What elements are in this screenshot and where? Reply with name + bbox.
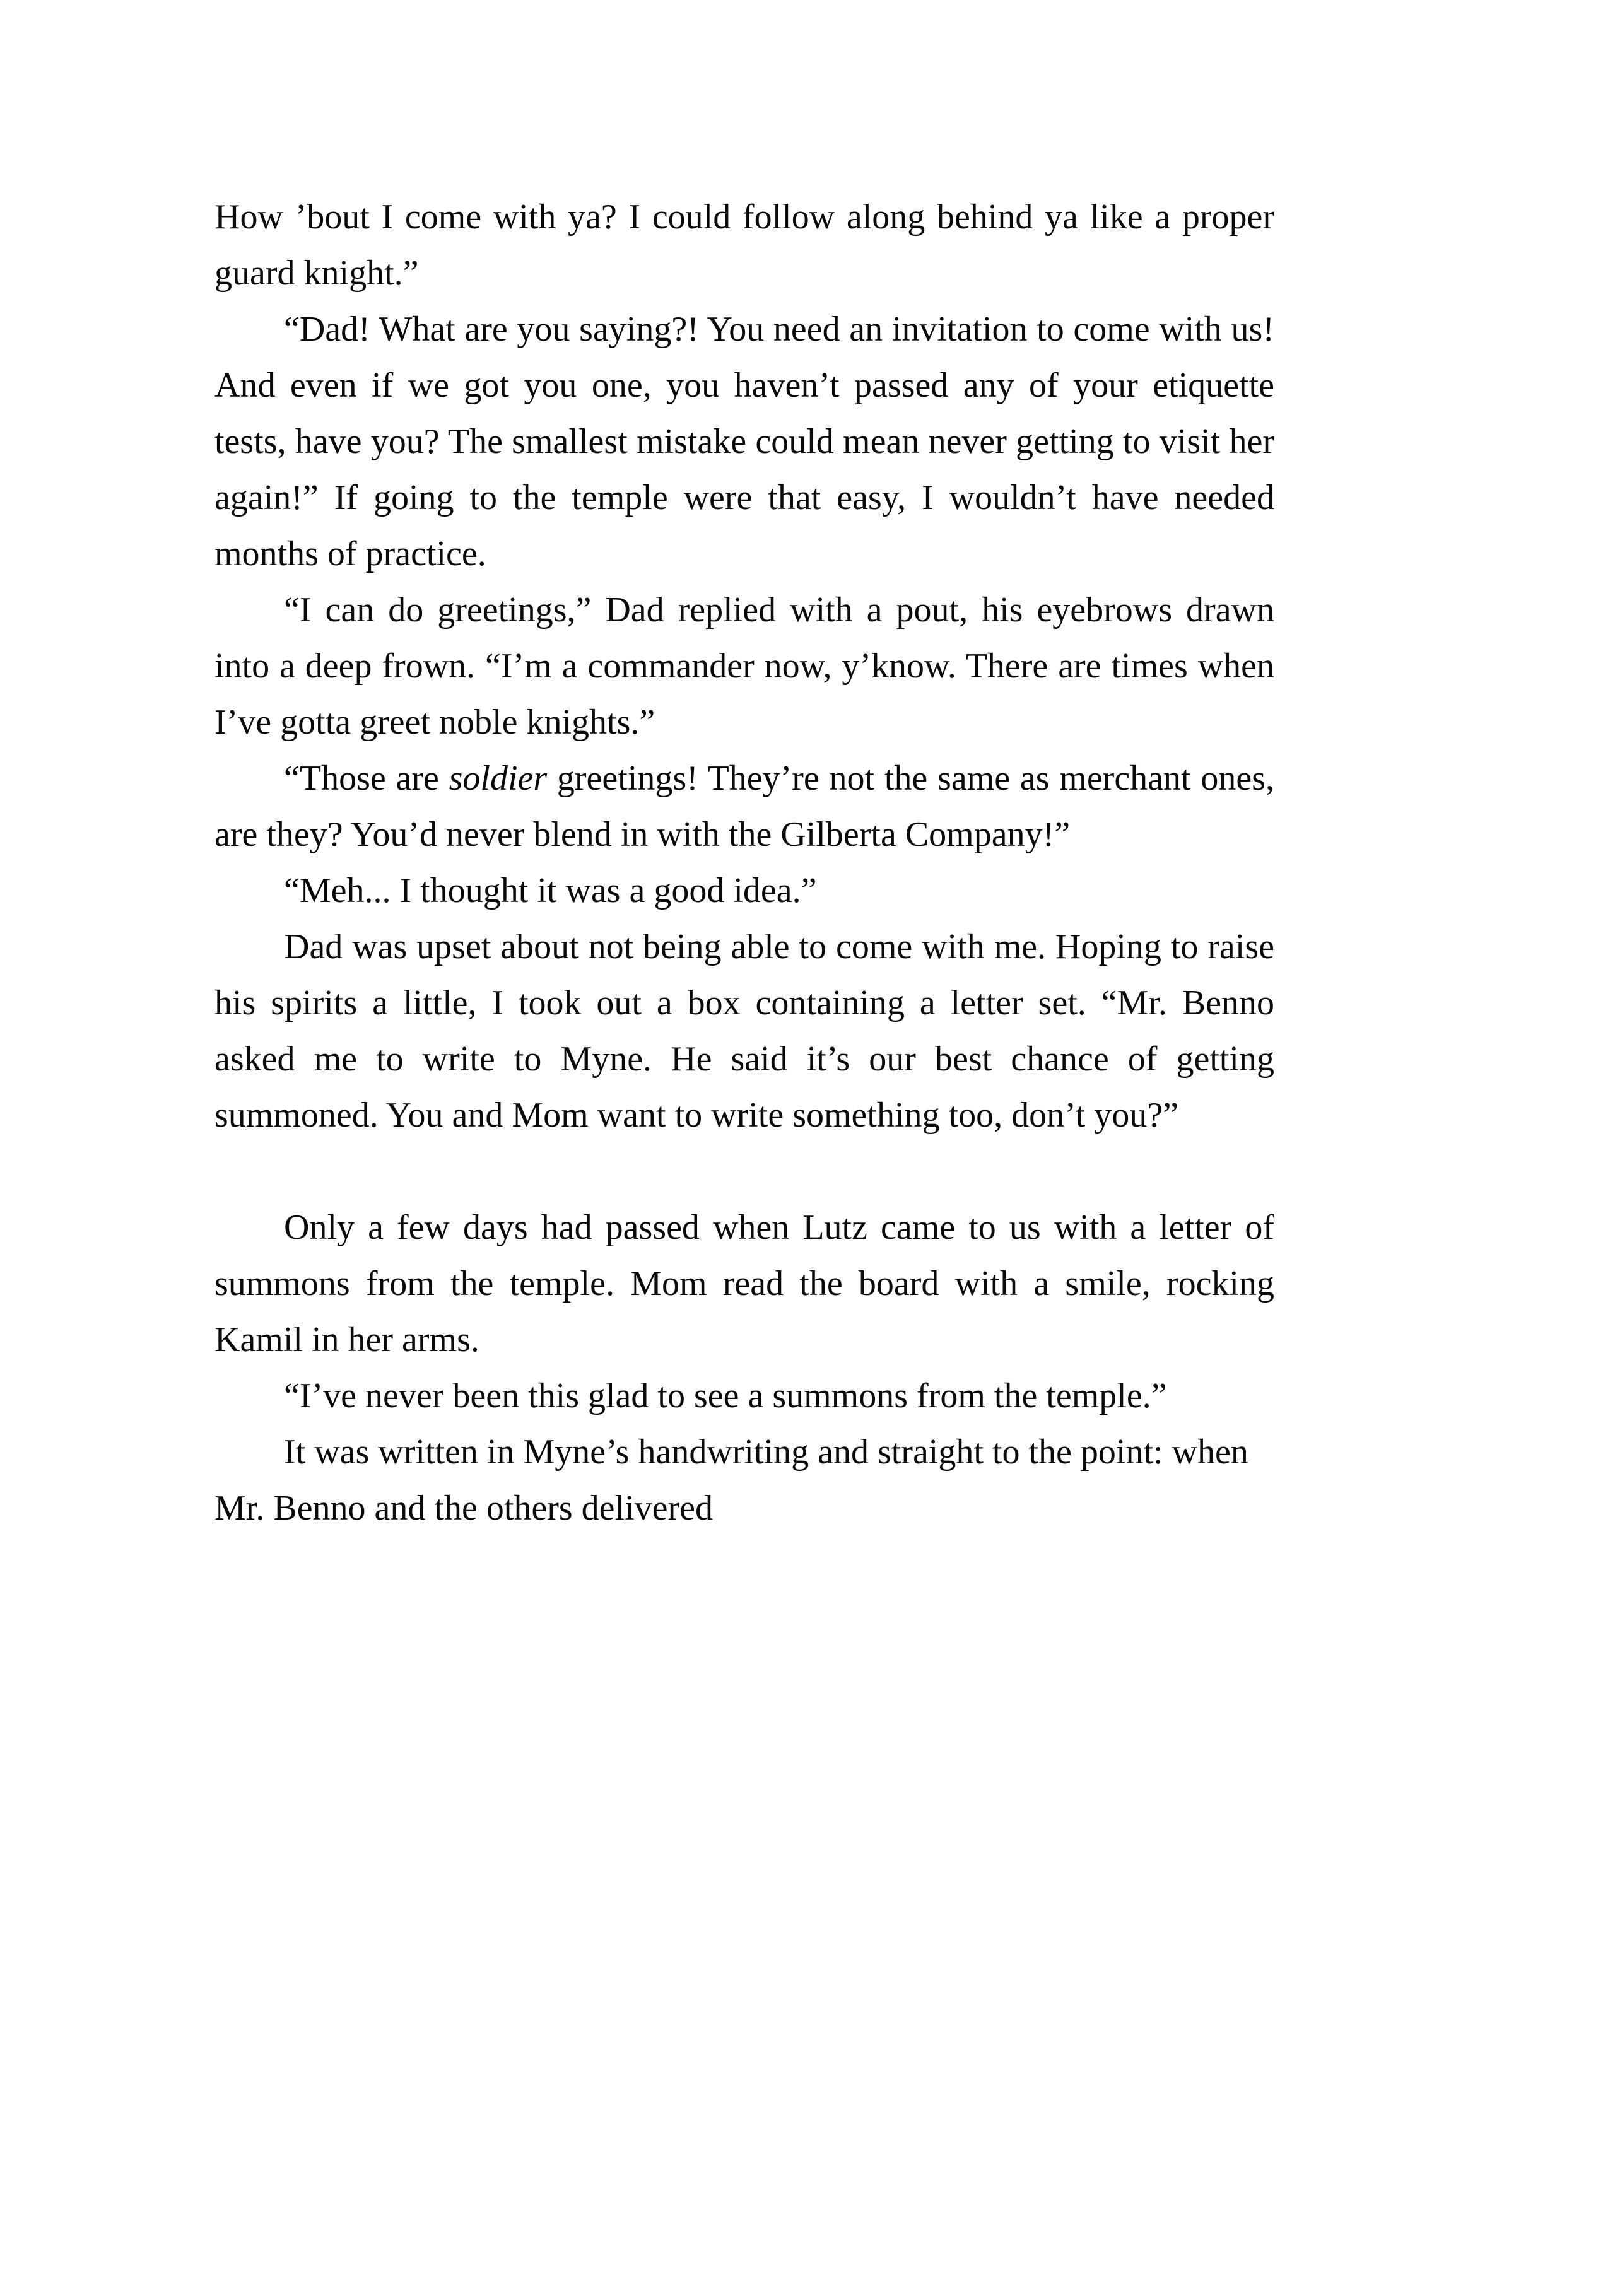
- paragraph: “I’ve never been this glad to see a summons from the temple.”: [284, 1376, 1167, 1415]
- paragraph: Only a few days had passed when Lutz came to us with a letter of summons from the temple. Mom read the board with a smile, rocking Kamil in her arms.: [214, 1208, 1274, 1359]
- paragraph: It was written in Myne’s handwriting and straight to the point: when Mr. Benno and the others delivered: [214, 1432, 1248, 1528]
- paragraph: “Dad! What are you saying?! You need an invitation to come with us! And even if we got you one, you haven’t passed any of your etiquette tests, have you? The smallest mistake could mean never getting to visit her again!” If going to the temple were that easy, I wouldn’t have needed months of practice.: [214, 310, 1274, 573]
- body-text-column: [214, 189, 1274, 1537]
- paragraph: Dad was upset about not being able to come with me. Hoping to raise his spirits a little, I took out a box containing a letter set. “Mr. Benno asked me to write to Myne. He said it’s our best chance of getting summoned. You and Mom want to write something too, don’t you?”: [214, 927, 1274, 1135]
- paragraph: “Meh... I thought it was a good idea.”: [284, 871, 817, 910]
- paragraph: “Those are soldier greetings! They’re not the same as merchant ones, are they? You’d never blend in with the Gilberta Company!”: [214, 759, 1274, 854]
- paragraph: How ’bout I come with ya? I could follow along behind ya like a proper guard knight.”: [214, 197, 1274, 293]
- paragraph: “I can do greetings,” Dad replied with a pout, his eyebrows drawn into a deep frown. “I’m a commander now, y’know. There are times when I’ve gotta greet noble knights.”: [214, 590, 1274, 742]
